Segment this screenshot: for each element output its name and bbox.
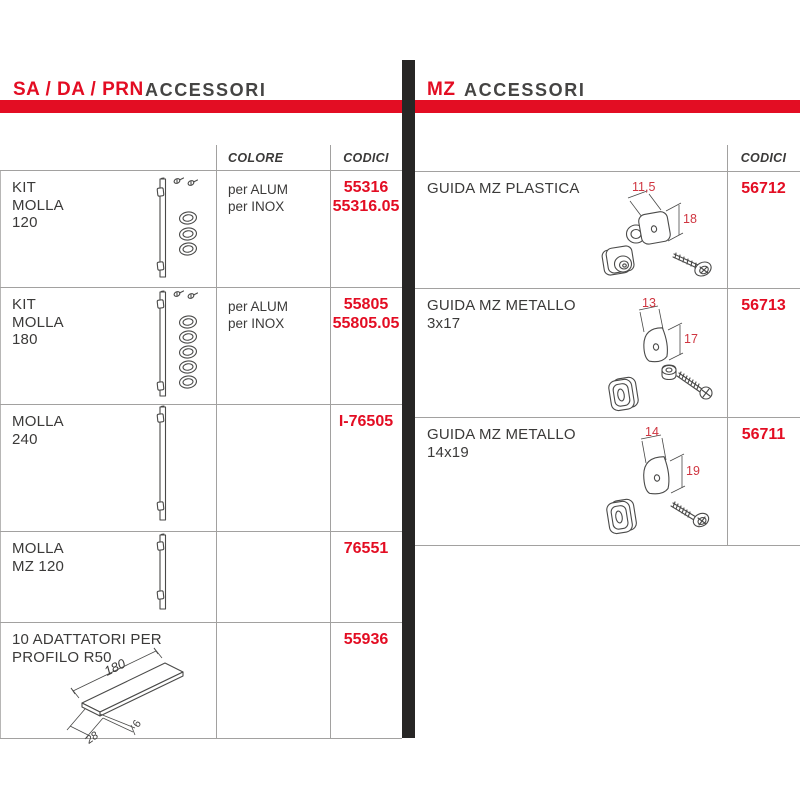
- ring-icon: [179, 211, 198, 256]
- colore-line: per ALUM: [228, 182, 289, 197]
- dim-height-label: 19: [686, 464, 700, 478]
- right-section-code: MZ: [427, 79, 456, 100]
- code-cell: [727, 296, 800, 315]
- spring-rod-short-drawing: [150, 533, 210, 613]
- dim-width-label: 14: [645, 425, 659, 439]
- product-name: [427, 297, 576, 332]
- left-table-header-line: [0, 170, 402, 171]
- right-codici-header: CODICI: [740, 151, 787, 165]
- guide-plate-icon: [641, 456, 672, 496]
- guida-mz-metallo-3x17-drawing: [570, 294, 730, 416]
- nut-icon: [662, 365, 676, 380]
- code-cell: [727, 425, 800, 444]
- ring-icon: [179, 315, 198, 389]
- code-cell: [330, 295, 402, 333]
- screw-icon: [671, 502, 711, 529]
- dim-height-label: 6: [130, 718, 145, 730]
- code-cell: [330, 539, 402, 558]
- product-name-line: PROFILO R50: [12, 648, 112, 666]
- product-name-line: MOLLA: [12, 313, 64, 331]
- left-row-divider: [0, 531, 402, 532]
- dim-height-label: 18: [683, 212, 697, 226]
- grommet-icon: [601, 245, 635, 276]
- code-value: 56711: [741, 426, 786, 443]
- left-colore-header: COLORE: [228, 151, 284, 165]
- adapter-strip-drawing: [55, 648, 225, 753]
- product-name-line: MOLLA: [12, 540, 64, 557]
- product-name-line: GUIDA MZ PLASTICA: [427, 180, 580, 197]
- dim-length-label: 180: [101, 655, 128, 679]
- product-name-line: 14x19: [427, 443, 469, 461]
- right-table-header-line: [415, 171, 800, 172]
- spring-rod-3-rings-drawing: [150, 176, 210, 284]
- product-name: [12, 540, 64, 575]
- screw-icon: [677, 372, 712, 399]
- dim-height-label: 17: [684, 332, 698, 346]
- left-table-codici-divider: [330, 145, 331, 738]
- product-name-line: MOLLA: [12, 196, 64, 214]
- right-row-divider: [415, 417, 800, 418]
- right-table-bottom-line: [415, 545, 800, 546]
- right-row-divider: [415, 288, 800, 289]
- grommet-icon: [608, 376, 639, 411]
- spring-rod-5-rings-drawing: [150, 290, 210, 402]
- colore-cell: [228, 298, 288, 332]
- code-cell: [330, 412, 402, 431]
- code-value: 56712: [741, 180, 786, 197]
- product-name-line: GUIDA MZ METALLO: [427, 297, 576, 314]
- screw-icon: [173, 291, 197, 300]
- product-name-line: KIT: [12, 296, 36, 313]
- grommet-icon: [606, 498, 638, 534]
- screw-icon: [673, 253, 714, 279]
- guida-mz-metallo-14x19-drawing: [570, 423, 730, 545]
- colore-line: per INOX: [228, 316, 285, 331]
- left-section-title: ACCESSORI: [145, 80, 267, 100]
- code-cell: [727, 179, 800, 198]
- right-red-band: [415, 100, 800, 113]
- colore-line: per ALUM: [228, 299, 289, 314]
- left-table-left-border: [0, 170, 1, 738]
- spring-rod-long-drawing: [150, 406, 210, 524]
- product-name-line: 10 ADATTATORI PER: [12, 631, 162, 648]
- dim-width-label: 13: [642, 296, 656, 310]
- guide-plate-icon: [641, 327, 669, 363]
- guide-plate-icon: [638, 211, 672, 246]
- product-name-line: 240: [12, 430, 38, 448]
- guida-mz-plastica-drawing: [570, 177, 730, 285]
- code-value: 55805.05: [332, 315, 400, 332]
- product-name: [427, 180, 580, 198]
- code-value: 55936: [343, 631, 389, 648]
- product-name-line: GUIDA MZ METALLO: [427, 426, 576, 443]
- section-divider-bar: [402, 60, 415, 738]
- left-row-divider: [0, 404, 402, 405]
- left-row-divider: [0, 622, 402, 623]
- right-section-title: ACCESSORI: [464, 80, 586, 100]
- product-name-line: 3x17: [427, 314, 461, 332]
- code-value: 55316: [343, 179, 389, 196]
- code-cell: [330, 178, 402, 216]
- dim-width-label: 28: [83, 729, 101, 747]
- product-name: [12, 296, 64, 349]
- left-row-divider: [0, 287, 402, 288]
- product-name-line: MZ 120: [12, 557, 65, 575]
- left-codici-header: CODICI: [343, 151, 389, 165]
- left-red-band: [0, 100, 402, 113]
- screw-icon: [173, 178, 197, 187]
- product-name: [12, 413, 64, 448]
- code-value: 55805: [343, 296, 389, 313]
- product-name: [427, 426, 576, 461]
- product-name-line: MOLLA: [12, 413, 64, 430]
- product-name-line: 180: [12, 331, 38, 348]
- colore-cell: [228, 181, 288, 215]
- dim-width-label: 11,5: [632, 180, 656, 194]
- code-cell: [330, 630, 402, 649]
- product-name: [12, 179, 64, 232]
- code-value: 56713: [741, 297, 786, 314]
- left-section-code: SA / DA / PRN: [13, 79, 144, 100]
- product-name-line: KIT: [12, 179, 36, 196]
- code-value: I-76505: [338, 413, 394, 430]
- colore-line: per INOX: [228, 199, 285, 214]
- product-name-line: 120: [12, 214, 38, 231]
- code-value: 76551: [343, 540, 389, 557]
- code-value: 55316.05: [332, 198, 400, 215]
